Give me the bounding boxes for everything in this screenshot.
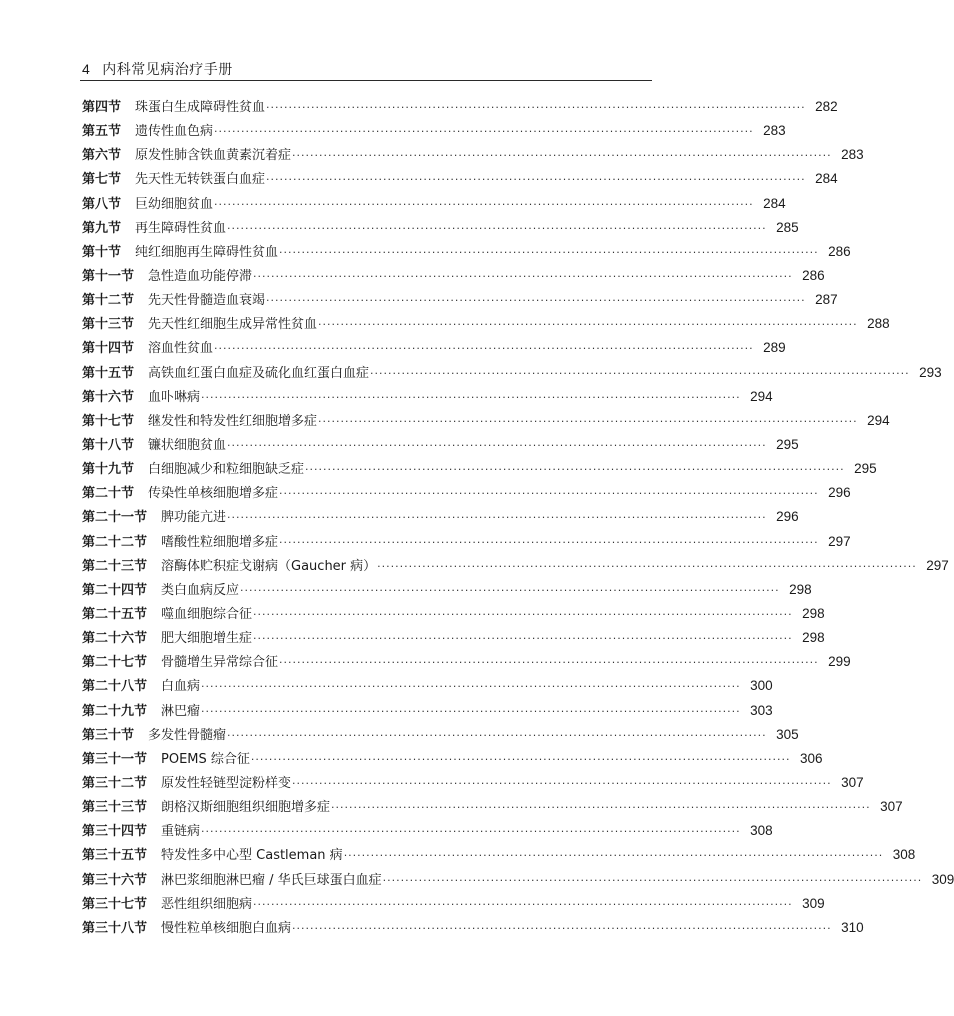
toc-entry bbox=[82, 819, 773, 843]
section-number: 第十三节 bbox=[82, 317, 135, 333]
section-number: 第六节 bbox=[82, 148, 122, 164]
section-number: 第十九节 bbox=[82, 462, 135, 478]
table-of-contents bbox=[82, 95, 954, 940]
section-title: 继发性和特发性红细胞增多症 bbox=[148, 413, 318, 429]
page-reference: 293 bbox=[919, 364, 942, 380]
section-number: 第三十二节 bbox=[82, 775, 148, 791]
toc-entry bbox=[82, 868, 954, 892]
section-title: 肥大细胞增生症 bbox=[161, 631, 253, 647]
dot-leader: ························································································································ bbox=[253, 607, 793, 621]
dot-leader: ························································································································ bbox=[279, 487, 819, 501]
dot-leader: ························································································································ bbox=[279, 245, 819, 259]
dot-leader: ························································································································ bbox=[253, 632, 793, 646]
section-number: 第二十四节 bbox=[82, 582, 148, 598]
toc-entry bbox=[82, 795, 903, 819]
section-title: 传染性单核细胞增多症 bbox=[148, 486, 279, 502]
section-title: 恶性组织细胞病 bbox=[161, 896, 253, 912]
dot-leader: ························································································································ bbox=[227, 728, 767, 742]
section-number: 第十八节 bbox=[82, 437, 135, 453]
toc-entry bbox=[82, 674, 773, 698]
section-title: 先天性红细胞生成异常性贫血 bbox=[148, 317, 318, 333]
section-number: 第三十五节 bbox=[82, 848, 148, 864]
dot-leader: ························································································································ bbox=[370, 366, 910, 380]
dot-leader: ························································································································ bbox=[377, 559, 917, 573]
section-title: 先天性无转铁蛋白血症 bbox=[135, 172, 266, 188]
section-title: 白细胞减少和粒细胞缺乏症 bbox=[148, 462, 305, 478]
section-number: 第二十九节 bbox=[82, 703, 148, 719]
page-reference: 288 bbox=[867, 316, 890, 332]
section-number: 第十六节 bbox=[82, 389, 135, 405]
section-number: 第三十一节 bbox=[82, 751, 148, 767]
section-title: 溶血性贫血 bbox=[148, 341, 214, 357]
toc-entry bbox=[82, 892, 825, 916]
page-reference: 283 bbox=[841, 147, 864, 163]
page-reference: 295 bbox=[776, 436, 799, 452]
section-title: 纯红细胞再生障碍性贫血 bbox=[135, 244, 279, 260]
dot-leader: ························································································································ bbox=[201, 390, 741, 404]
section-title: 镰状细胞贫血 bbox=[148, 437, 227, 453]
dot-leader: ························································································································ bbox=[240, 583, 780, 597]
toc-entry bbox=[82, 409, 890, 433]
page-reference: 287 bbox=[815, 292, 838, 308]
toc-entry bbox=[82, 650, 851, 674]
toc-entry bbox=[82, 723, 799, 747]
section-number: 第四节 bbox=[82, 100, 122, 115]
section-number: 第二十八节 bbox=[82, 679, 148, 695]
toc-entry bbox=[82, 312, 890, 336]
toc-entry bbox=[82, 530, 851, 554]
page-reference: 284 bbox=[763, 195, 786, 211]
page-reference: 308 bbox=[892, 847, 916, 863]
section-title: 慢性粒单核细胞白血病 bbox=[161, 920, 292, 936]
toc-entry bbox=[82, 167, 838, 191]
dot-leader: ························································································································ bbox=[266, 101, 806, 114]
section-number: 第二十三节 bbox=[82, 558, 148, 574]
dot-leader: ························································································································ bbox=[227, 511, 767, 525]
dot-leader: ························································································································ bbox=[227, 438, 767, 452]
page-reference: 294 bbox=[750, 388, 773, 404]
section-number: 第十五节 bbox=[82, 365, 135, 381]
page-reference: 289 bbox=[763, 340, 786, 356]
dot-leader: ························································································································ bbox=[331, 801, 871, 815]
section-number: 第三十六节 bbox=[82, 872, 148, 888]
dot-leader: ························································································································ bbox=[292, 776, 832, 790]
page-reference: 307 bbox=[880, 799, 903, 815]
page-reference: 305 bbox=[776, 726, 799, 742]
dot-leader: ························································································································ bbox=[305, 463, 845, 477]
section-title: 特发性多中心型 Castleman 病 bbox=[161, 848, 343, 864]
dot-leader: ························································································································ bbox=[201, 825, 741, 839]
page-reference: 298 bbox=[802, 630, 825, 646]
section-title: 嗜酸性粒细胞增多症 bbox=[161, 534, 279, 550]
running-header bbox=[82, 60, 652, 78]
toc-entry bbox=[82, 119, 786, 143]
page-reference: 298 bbox=[789, 581, 812, 597]
toc-entry bbox=[82, 771, 864, 795]
section-number: 第二十七节 bbox=[82, 655, 148, 671]
page-reference: 306 bbox=[799, 750, 823, 766]
page-reference: 282 bbox=[815, 99, 838, 114]
section-number: 第九节 bbox=[82, 220, 122, 236]
section-number: 第三十七节 bbox=[82, 896, 148, 912]
section-title: 噬血细胞综合征 bbox=[161, 606, 253, 622]
page-reference: 284 bbox=[815, 171, 838, 187]
dot-leader: ························································································································ bbox=[279, 535, 819, 549]
toc-entry bbox=[82, 192, 786, 216]
toc-entry bbox=[82, 602, 825, 626]
section-title: 多发性骨髓瘤 bbox=[148, 727, 227, 743]
dot-leader: ························································································································ bbox=[201, 680, 741, 694]
section-title: 遗传性血色病 bbox=[135, 124, 214, 140]
section-number: 第十七节 bbox=[82, 413, 135, 429]
toc-entry bbox=[82, 578, 812, 602]
section-number: 第二十五节 bbox=[82, 606, 148, 622]
dot-leader: ························································································································ bbox=[318, 414, 858, 428]
page-reference: 310 bbox=[841, 919, 864, 935]
section-number: 第三十四节 bbox=[82, 824, 148, 840]
section-title: 重链病 bbox=[161, 824, 201, 840]
dot-leader: ························································································································ bbox=[214, 342, 754, 356]
dot-leader: ························································································································ bbox=[250, 752, 791, 766]
dot-leader: ························································································································ bbox=[266, 294, 806, 308]
section-number: 第二十节 bbox=[82, 486, 135, 502]
section-title: 淋巴浆细胞淋巴瘤 / 华氏巨球蛋白血症 bbox=[161, 872, 382, 888]
page-reference: 308 bbox=[750, 823, 773, 839]
page-reference: 309 bbox=[931, 871, 954, 887]
dot-leader: ························································································································ bbox=[227, 221, 767, 235]
section-title: 再生障碍性贫血 bbox=[135, 220, 227, 236]
page-reference: 296 bbox=[776, 509, 799, 525]
page-reference: 294 bbox=[867, 412, 890, 428]
dot-leader: ························································································································ bbox=[253, 269, 793, 283]
dot-leader: ························································································································ bbox=[201, 704, 741, 718]
section-number: 第十二节 bbox=[82, 293, 135, 309]
page-reference: 300 bbox=[750, 678, 773, 694]
toc-entry bbox=[82, 433, 799, 457]
section-title: 类白血病反应 bbox=[161, 582, 240, 598]
section-title: 巨幼细胞贫血 bbox=[135, 196, 214, 212]
section-title: 骨髓增生异常综合征 bbox=[161, 655, 279, 671]
page-reference: 297 bbox=[828, 533, 851, 549]
page-reference: 286 bbox=[802, 267, 825, 283]
toc-entry bbox=[82, 916, 864, 940]
section-title: 原发性肺含铁血黄素沉着症 bbox=[135, 148, 292, 164]
page-reference: 299 bbox=[828, 654, 851, 670]
toc-entry bbox=[82, 747, 823, 771]
dot-leader: ························································································································ bbox=[214, 125, 754, 139]
section-title: 高铁血红蛋白血症及硫化血红蛋白血症 bbox=[148, 365, 370, 381]
section-number: 第七节 bbox=[82, 172, 122, 188]
dot-leader: ························································································································ bbox=[214, 197, 754, 211]
section-title: 急性造血功能停滞 bbox=[148, 268, 253, 284]
toc-entry bbox=[82, 626, 825, 650]
dot-leader: ························································································································ bbox=[382, 873, 923, 887]
section-number: 第十四节 bbox=[82, 341, 135, 357]
toc-entry bbox=[82, 385, 773, 409]
page-reference: 303 bbox=[750, 702, 773, 718]
page-reference: 297 bbox=[926, 557, 949, 573]
dot-leader: ························································································································ bbox=[266, 173, 806, 187]
page-reference: 298 bbox=[802, 605, 825, 621]
toc-entry bbox=[82, 457, 877, 481]
dot-leader: ························································································································ bbox=[279, 656, 819, 670]
page-reference: 283 bbox=[763, 123, 786, 139]
toc-entry bbox=[82, 288, 838, 312]
section-number: 第十一节 bbox=[82, 268, 135, 284]
section-number: 第三十节 bbox=[82, 727, 135, 743]
section-number: 第二十一节 bbox=[82, 510, 148, 526]
section-number: 第十节 bbox=[82, 244, 122, 260]
toc-entry bbox=[82, 95, 838, 119]
section-number: 第八节 bbox=[82, 196, 122, 212]
toc-entry bbox=[82, 216, 799, 240]
toc-entry bbox=[82, 240, 851, 264]
section-title: POEMS 综合征 bbox=[161, 751, 250, 767]
section-number: 第二十二节 bbox=[82, 534, 148, 550]
dot-leader: ························································································································ bbox=[253, 897, 793, 911]
page-reference: 307 bbox=[841, 774, 864, 790]
section-title: 珠蛋白生成障碍性贫血 bbox=[135, 100, 266, 115]
section-title: 朗格汉斯细胞组织细胞增多症 bbox=[161, 800, 331, 816]
section-title: 先天性骨髓造血衰竭 bbox=[148, 293, 266, 309]
header-rule bbox=[80, 80, 652, 81]
page-reference: 309 bbox=[802, 895, 825, 911]
toc-entry bbox=[82, 843, 916, 867]
toc-entry bbox=[82, 505, 799, 529]
page-reference: 296 bbox=[828, 485, 851, 501]
toc-entry bbox=[82, 554, 949, 578]
section-title: 血卟啉病 bbox=[148, 389, 201, 405]
section-title: 溶酶体贮积症戈谢病（Gaucher 病） bbox=[161, 558, 377, 574]
dot-leader: ························································································································ bbox=[292, 149, 832, 163]
page-reference: 285 bbox=[776, 219, 799, 235]
toc-entry bbox=[82, 699, 773, 723]
dot-leader: ························································································································ bbox=[292, 921, 832, 935]
section-title: 白血病 bbox=[161, 679, 201, 695]
page-reference: 295 bbox=[854, 461, 877, 477]
section-title: 淋巴瘤 bbox=[161, 703, 201, 719]
section-number: 第三十三节 bbox=[82, 800, 148, 816]
page-reference: 286 bbox=[828, 243, 851, 259]
section-title: 脾功能亢进 bbox=[161, 510, 227, 526]
toc-entry bbox=[82, 361, 942, 385]
toc-entry bbox=[82, 264, 825, 288]
section-title: 原发性轻链型淀粉样变 bbox=[161, 775, 292, 791]
page-number: 4 bbox=[82, 61, 91, 77]
toc-entry bbox=[82, 336, 786, 360]
section-number: 第五节 bbox=[82, 124, 122, 140]
toc-entry bbox=[82, 143, 864, 167]
dot-leader: ························································································································ bbox=[318, 318, 858, 332]
section-number: 第二十六节 bbox=[82, 631, 148, 647]
section-number: 第三十八节 bbox=[82, 920, 148, 936]
book-title: 内科常见病治疗手册 bbox=[102, 62, 233, 78]
dot-leader: ························································································································ bbox=[343, 849, 884, 863]
toc-entry bbox=[82, 481, 851, 505]
